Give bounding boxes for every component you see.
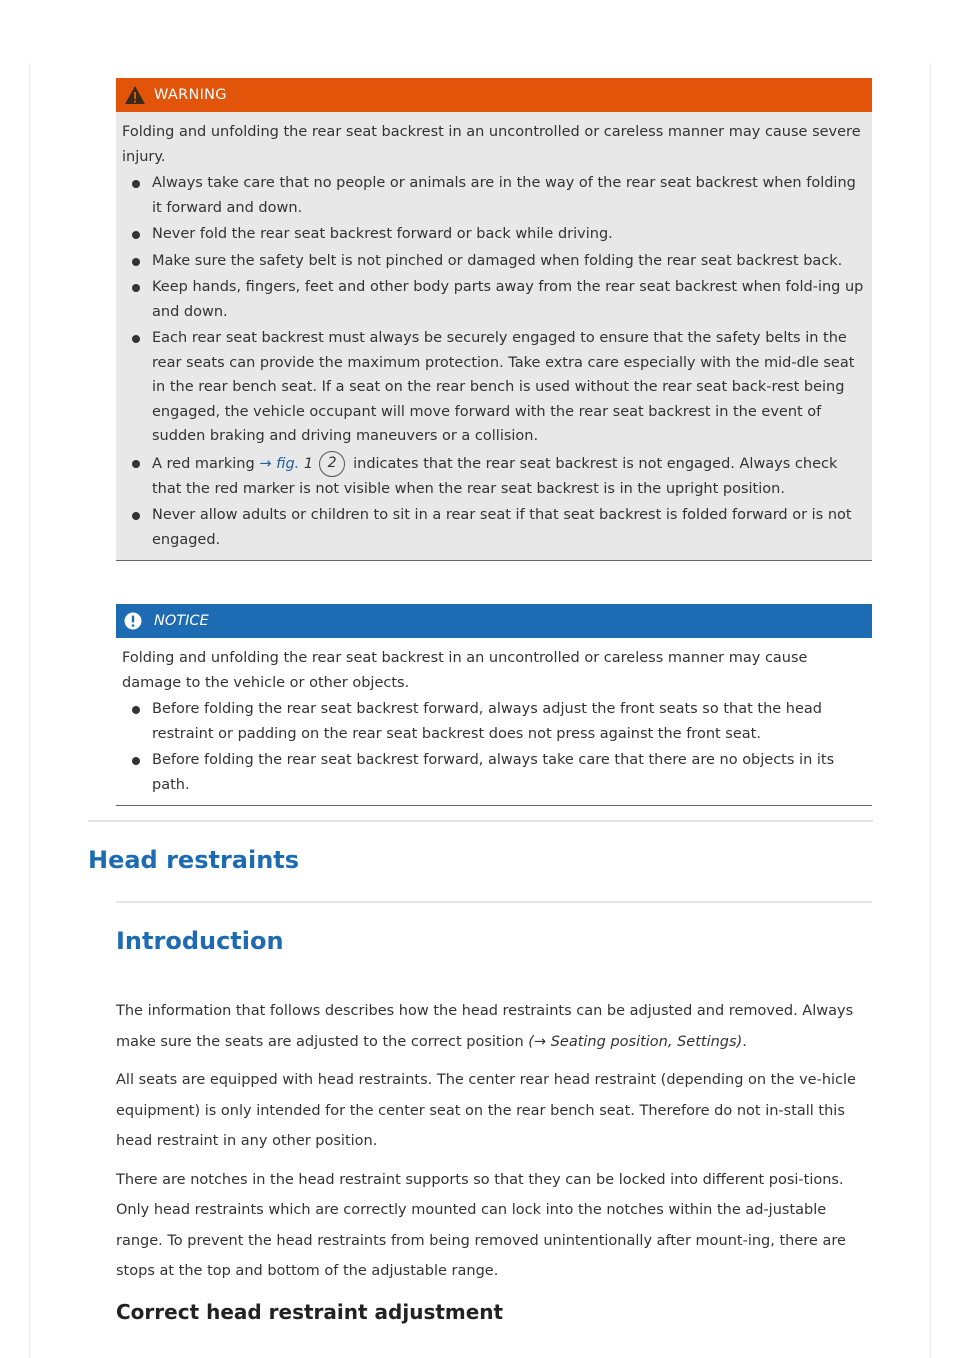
section-title: Head restraints <box>88 846 300 874</box>
paragraph <box>116 996 876 1057</box>
warning-box <box>116 78 872 561</box>
warning-header <box>116 78 872 112</box>
warning-item: Never fold the rear seat backrest forward or back while driving. <box>146 222 864 247</box>
callout-number-badge: 2 <box>319 451 345 477</box>
paragraph: All seats are equipped with head restraints. The center rear head restraint (depending on the ve-hicle equipment) is only intended for the center seat on the rear bench seat. Therefore do not in-stall this head restraint in any other position. <box>116 1072 856 1149</box>
marking-suffix: indicates that the rear seat backrest is not engaged. Always check that the red marker is not visible when the rear seat backrest is in the upright position. <box>152 455 838 497</box>
warning-item: Keep hands, fingers, feet and other body parts away from the rear seat backrest when fold-ing up and down. <box>146 275 864 324</box>
warning-list <box>122 171 864 552</box>
warning-item-marking <box>146 451 864 502</box>
notice-intro: Folding and unfolding the rear seat backrest in an uncontrolled or careless manner may cause damage to the vehicle or other objects. <box>122 650 808 691</box>
marking-prefix: A red marking <box>152 455 255 472</box>
paragraph-end: . <box>742 1033 747 1050</box>
section-divider <box>88 820 873 822</box>
notice-body <box>116 638 872 805</box>
warning-item: Each rear seat backrest must always be securely engaged to ensure that the safety belts in the rear seats can provide the maximum protection. Take extra care especially with the mid-dle seat in the rear bench seat. If a seat on the rear bench is used without the rear seat back-rest being engaged, the vehicle occupant will move forward with the rear seat backrest in the event of sudden braking and driving maneuvers or a collision. <box>146 326 864 449</box>
warning-triangle-icon <box>124 85 146 105</box>
notice-header <box>116 604 872 638</box>
warning-item: Always take care that no people or animals are in the way of the rear seat backrest when folding it forward and down. <box>146 171 864 220</box>
notice-item: Before folding the rear seat backrest forward, always take care that there are no objects in its path. <box>146 748 864 797</box>
page-margin-line-left <box>29 62 30 1358</box>
subsection-title: Introduction <box>116 927 284 955</box>
warning-intro: Folding and unfolding the rear seat backrest in an uncontrolled or careless manner may cause severe injury. <box>122 124 861 165</box>
paragraph: There are notches in the head restraint supports so that they can be locked into different posi-tions. Only head restraints which are correctly mounted can lock into the notches within the ad-justable range. To prevent the head restraints from being removed unintentionally after mount-ing, there are stops at the top and bottom of the adjustable range. <box>116 1171 846 1279</box>
page-margin-line-right <box>930 62 931 1358</box>
figure-link[interactable]: → fig. <box>259 455 300 472</box>
notice-list <box>122 697 864 797</box>
warning-title: WARNING <box>154 87 227 103</box>
notice-title: NOTICE <box>154 613 209 629</box>
warning-item: Never allow adults or children to sit in a rear seat if that seat backrest is folded forward or is not engaged. <box>146 503 864 552</box>
next-heading: Correct head restraint adjustment <box>116 1300 504 1324</box>
figure-number: 1 <box>303 455 314 472</box>
subsection-divider <box>116 901 872 903</box>
body-text <box>116 996 876 1295</box>
notice-item: Before folding the rear seat backrest forward, always adjust the front seats so that the head restraint or padding on the rear seat backrest does not press against the front seat. <box>146 697 864 746</box>
warning-body <box>116 112 872 560</box>
notice-box <box>116 604 872 806</box>
warning-item: Make sure the safety belt is not pinched or damaged when folding the rear seat backrest back. <box>146 249 864 274</box>
paragraph-text: The information that follows describes how the head restraints can be adjusted and removed. Always make sure the seats are adjusted to the correct position <box>116 1003 854 1050</box>
exclamation-circle-icon <box>124 612 142 630</box>
cross-reference-link[interactable]: (→ Seating position, Settings) <box>528 1033 743 1050</box>
